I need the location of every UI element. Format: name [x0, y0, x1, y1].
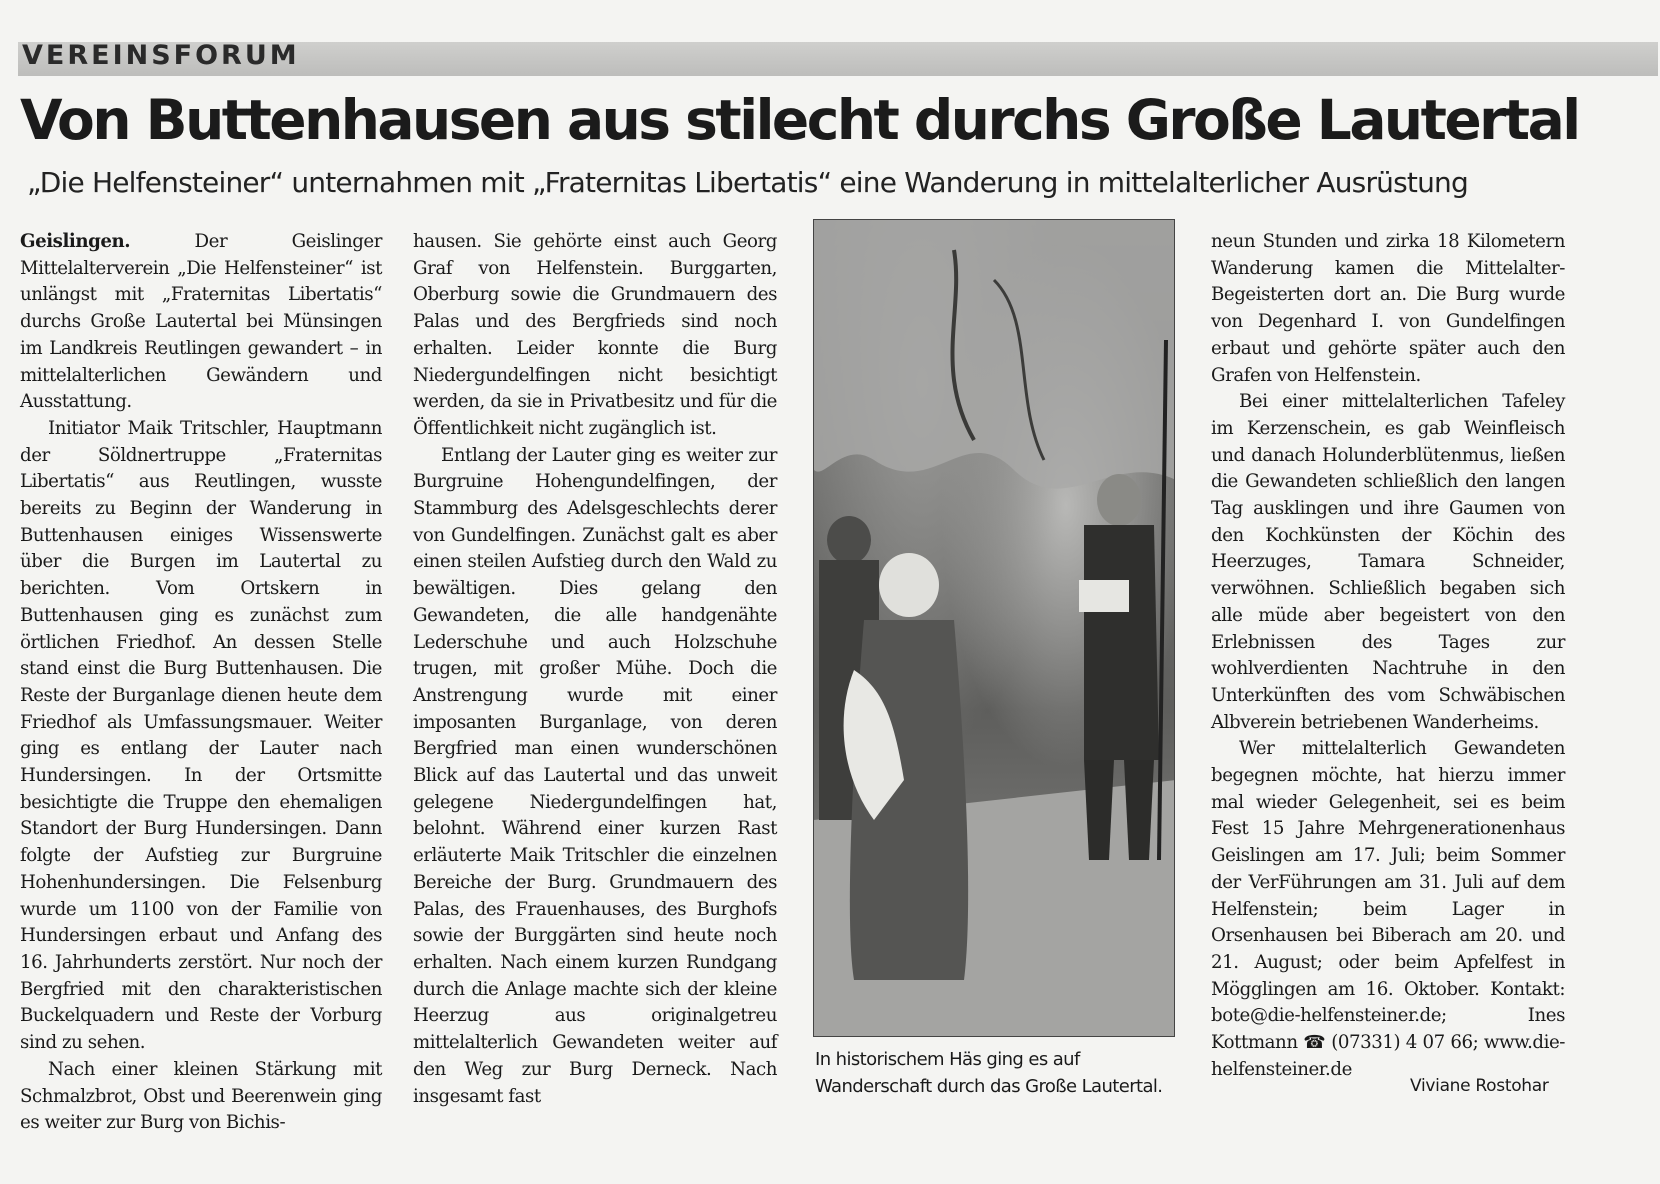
paragraph-text: Der Geislinger Mittelalterverein „Die Helfensteiner“ ist unlängst mit „Fraternitas Libertatis“ durchs Große Lautertal bei Münsingen im Landkreis Reutlingen gewandert – in mittelalterlichen Gewändern und Ausstattung. — [20, 231, 382, 413]
paragraph: Entlang der Lauter ging es weiter zur Burgruine Hohengundelfingen, der Stammburg des Adelsgeschlechts derer von Gundelfingen. Zunächst galt es aber einen steilen Aufstieg durch den Wald zu bewältigen. Dies gelang den Gewandeten, die alle handgenähte Lederschuhe und auch Holzschuhe trugen, mit großer Mühe. Doch die Anstrengung wurde mit einer imposanten Burganlage, von deren Bergfried man einen wunderschönen Blick auf das Lautertal und das unweit gelegene Niedergundelfingen hat, belohnt. Während einer kurzen Rast erläuterte Maik Tritschler die einzelnen Bereiche der Burg. Grundmauern des Palas, des Frauenhauses, des Burghofs sowie der Burggärten sind heute noch erhalten. Nach einem kurzen Rundgang durch die Anlage machte sich der kleine Heerzug aus originalgetreu mittelalterlich Gewandeten weiter auf den Weg zur Burg Derneck. Nach insgesamt fast — [413, 444, 777, 1107]
article-column-1 — [20, 229, 382, 1137]
article-column-2 — [413, 229, 777, 1110]
article-photo — [813, 219, 1175, 1037]
photo-scene — [814, 220, 1175, 1037]
paragraph — [20, 229, 382, 416]
headline: Von Buttenhausen aus stilecht durchs Große Lautertal — [20, 88, 1579, 152]
paragraph: Nach einer kleinen Stärkung mit Schmalzbrot, Obst und Beerenwein ging es weiter zur Burg von Bichis- — [20, 1058, 382, 1134]
paragraph: neun Stunden und zirka 18 Kilometern Wanderung kamen die Mittelalter-Begeisterten dort an. Die Burg wurde von Degenhard I. von Gundelfingen erbaut und gehörte später auch den Grafen von Helfenstein. — [1211, 231, 1565, 386]
paragraph: Initiator Maik Tritschler, Hauptmann der Söldnertruppe „Fraternitas Libertatis“ aus Reutlingen, wusste bereits zu Beginn der Wanderung in Buttenhausen einiges Wissenswerte über die Burgen im Lautertal zu berichten. Vom Ortskern in Buttenhausen ging es zunächst zum örtlichen Friedhof. An dessen Stelle stand einst die Burg Buttenhausen. Die Reste der Burganlage dienen heute dem Friedhof als Umfassungsmauer. Weiter ging es entlang der Lauter nach Hundersingen. In der Ortsmitte besichtigte die Truppe den ehemaligen Standort der Burg Hundersingen. Dann folgte der Aufstieg zur Burgruine Hohenhundersingen. Die Felsenburg wurde um 1100 von der Familie von Hundersingen erbaut und Anfang des 16. Jahrhunderts zerstört. Nur noch der Bergfried mit den charakteristischen Buckelquadern und Reste der Vorburg sind zu sehen. — [20, 417, 382, 1054]
paragraph: Bei einer mittelalterlichen Tafeley im Kerzenschein, es gab Weinfleisch und danach Holunderblütenmus, ließen die Gewandeten schließlich den langen Tag ausklingen und ihre Gaumen von den Kochkünsten der Köchin des Heerzuges, Tamara Schneider, verwöhnen. Schließlich begaben sich alle müde aber begeistert von den Erlebnissen des Tages zur wohlverdienten Nachtruhe in den Unterkünften des vom Schwäbischen Albverein betriebenen Wanderheims. — [1211, 391, 1565, 733]
photo-caption: In historischem Häs ging es auf Wanderschaft durch das Große Lautertal. — [815, 1049, 1163, 1097]
subheadline: „Die Helfensteiner“ unternahmen mit „Fraternitas Libertatis“ eine Wanderung in mittelalterlicher Ausrüstung — [27, 166, 1468, 199]
paragraph: Wer mittelalterlich Gewandeten begegnen möchte, hat hierzu immer mal wieder Gelegenheit, sei es beim Fest 15 Jahre Mehrgenerationenhaus Geislingen am 17. Juli; beim Sommer der VerFührungen am 31. Juli auf dem Helfenstein; beim Lager in Orsenhausen bei Biberach am 20. und 21. August; oder beim Apfelfest in Mögglingen am 16. Oktober. Kontakt: bote@die-helfensteiner.de; Ines Kottmann ☎ (07331) 4 07 66; www.die-helfensteiner.de — [1211, 738, 1565, 1080]
author-credit: Viviane Rostohar — [1410, 1076, 1549, 1096]
article-column-4 — [1211, 229, 1565, 1084]
paragraph: hausen. Sie gehörte einst auch Georg Graf von Helfenstein. Burggarten, Oberburg sowie die Grundmauern des Palas und des Bergfrieds sind noch erhalten. Leider konnte die Burg Niedergundelfingen nicht besichtigt werden, da sie in Privatbesitz und für die Öffentlichkeit nicht zugänglich ist. — [413, 231, 777, 439]
section-rubric: VEREINSFORUM — [22, 40, 300, 71]
dateline: Geislingen. — [20, 231, 131, 252]
